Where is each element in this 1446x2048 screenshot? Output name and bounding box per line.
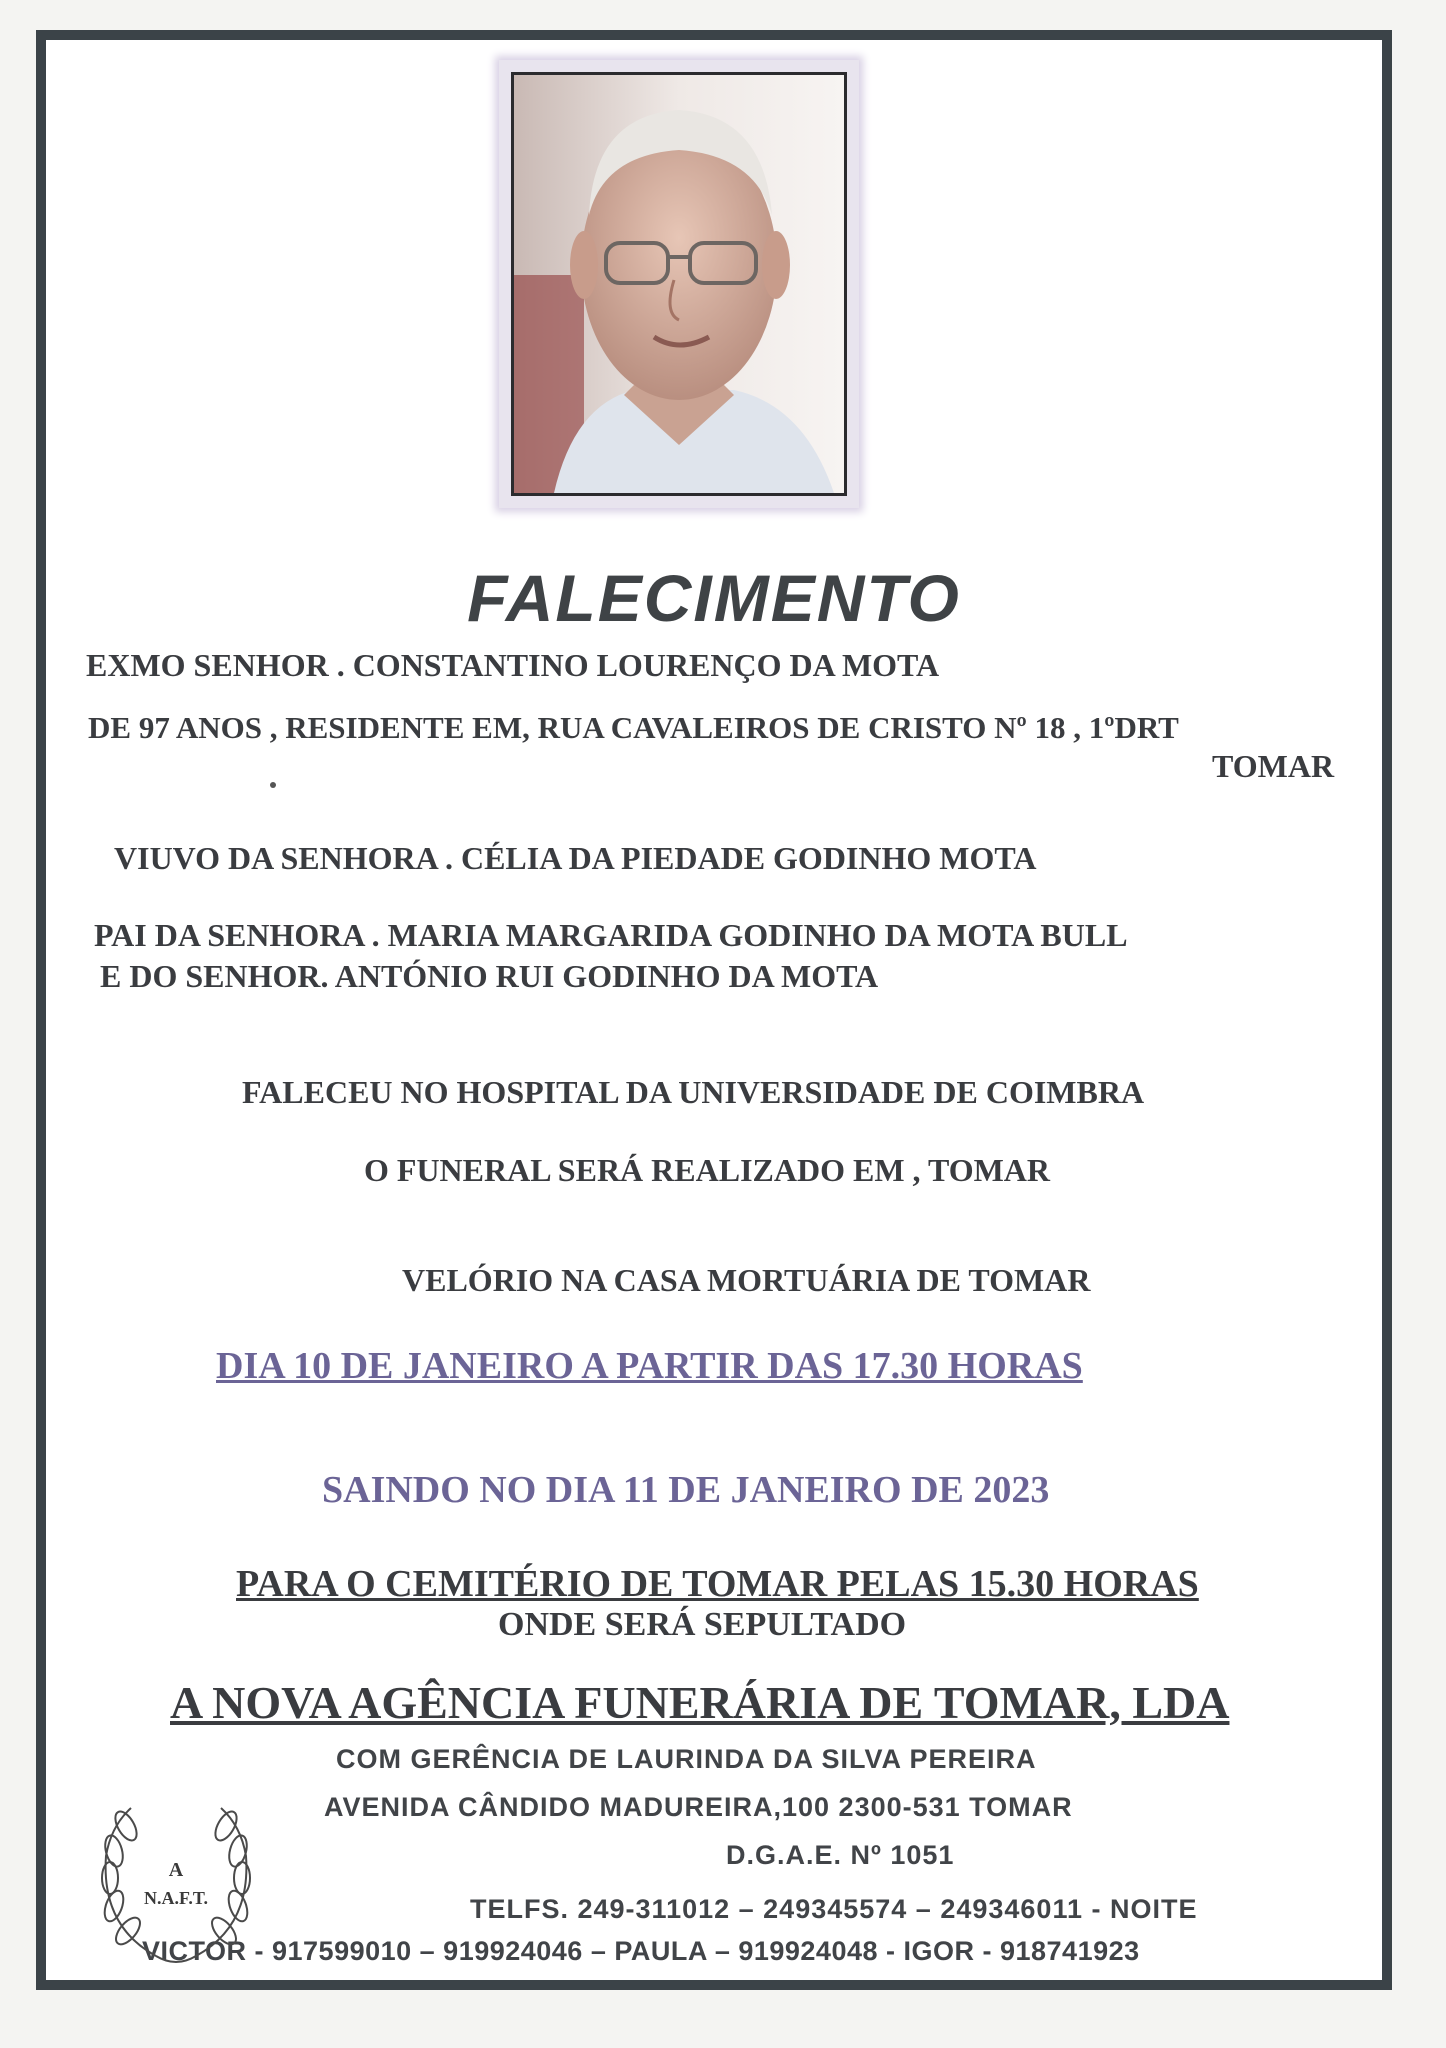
death-place-line: FALECEU NO HOSPITAL DA UNIVERSIDADE DE COIMBRA <box>242 1074 1145 1110</box>
age-residence-line: DE 97 ANOS , RESIDENTE EM, RUA CAVALEIROS DE CRISTO Nº 18 , 1ºDRT <box>88 710 1179 745</box>
agency-name: A NOVA AGÊNCIA FUNERÁRIA DE TOMAR, LDA <box>170 1677 1230 1728</box>
stray-dot <box>270 782 276 788</box>
naft-logo <box>86 1786 266 1976</box>
agency-phones: TELFS. 249-311012 – 249345574 – 249346011 - NOITE <box>470 1894 1198 1924</box>
logo-top-letter: A <box>168 1859 184 1881</box>
widower-line: VIUVO DA SENHORA . CÉLIA DA PIEDADE GODINHO MOTA <box>114 840 1037 876</box>
residence-city: TOMAR <box>1212 748 1335 784</box>
funeral-place-line: O FUNERAL SERÁ REALIZADO EM , TOMAR <box>364 1152 1051 1188</box>
notice-frame <box>36 30 1392 1990</box>
wake-time-line: DIA 10 DE JANEIRO A PARTIR DAS 17.30 HORAS <box>216 1345 1083 1387</box>
father-line-2: E DO SENHOR. ANTÓNIO RUI GODINHO DA MOTA <box>100 958 879 994</box>
departure-line: SAINDO NO DIA 11 DE JANEIRO DE 2023 <box>322 1469 1050 1511</box>
notice-title: FALECIMENTO <box>467 561 961 635</box>
agency-address: AVENIDA CÂNDIDO MADUREIRA,100 2300-531 TOMAR <box>324 1792 1073 1822</box>
father-line-1: PAI DA SENHORA . MARIA MARGARIDA GODINHO DA MOTA BULL <box>94 917 1128 953</box>
agency-management: COM GERÊNCIA DE LAURINDA DA SILVA PEREIRA <box>336 1744 1037 1774</box>
wake-place-line: VELÓRIO NA CASA MORTUÁRIA DE TOMAR <box>402 1262 1091 1298</box>
portrait-frame <box>499 60 859 508</box>
portrait-image <box>514 75 844 493</box>
laurel-wreath-icon <box>86 1786 266 1976</box>
agency-night-contacts: VICTOR - 917599010 – 919924046 – PAULA – 919924048 - IGOR - 918741923 <box>142 1936 1140 1966</box>
deceased-line: EXMO SENHOR . CONSTANTINO LOURENÇO DA MOTA <box>86 647 940 683</box>
portrait-photo <box>511 72 847 496</box>
logo-text: N.A.F.T. <box>143 1888 209 1908</box>
burial-line: ONDE SERÁ SEPULTADO <box>498 1606 907 1643</box>
agency-license: D.G.A.E. Nº 1051 <box>726 1840 955 1870</box>
cemetery-line: PARA O CEMITÉRIO DE TOMAR PELAS 15.30 HORAS <box>236 1563 1199 1605</box>
